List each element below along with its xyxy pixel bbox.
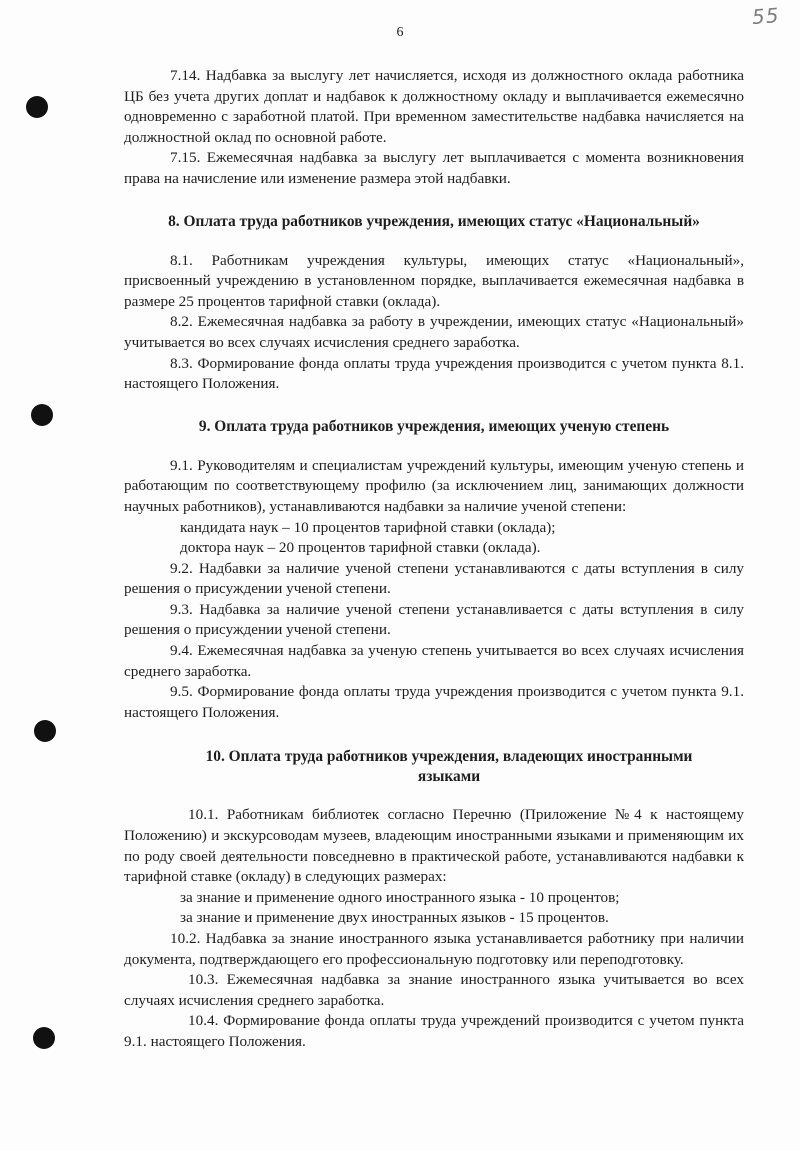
list-item: за знание и применение двух иностранных языков - 15 процентов. bbox=[180, 909, 609, 927]
list-item: кандидата наук – 10 процентов тарифной ставки (оклада); bbox=[180, 518, 556, 536]
paragraph-7-15: 7.15. Ежемесячная надбавка за выслугу лет выплачивается с момента возникновения права на начисление или изменение размера этой надбавки. bbox=[124, 149, 744, 187]
paragraph-9-5: 9.5. Формирование фонда оплаты труда учреждения производится с учетом пункта 9.1. настоящего Положения. bbox=[124, 683, 744, 721]
paragraph-9-2: 9.2. Надбавки за наличие ученой степени устанавливаются с даты вступления в силу решения о присуждении ученой степени. bbox=[124, 559, 744, 598]
paragraph-8-3: 8.3. Формирование фонда оплаты труда учреждения производится с учетом пункта 8.1. настоящего Положения. bbox=[124, 354, 744, 393]
paragraph-8-2: 8.2. Ежемесячная надбавка за работу в учреждении, имеющих статус «Национальный» учитывается во всех случаях исчисления среднего заработка. bbox=[124, 313, 744, 351]
list-item: за знание и применение одного иностранного языка - 10 процентов; bbox=[180, 888, 620, 906]
punch-hole bbox=[34, 720, 56, 742]
section-9-heading: 9. Оплата труда работников учреждения, имеющих ученую степень bbox=[198, 417, 670, 435]
section-10-heading bbox=[124, 747, 744, 787]
paragraph-9-1: 9.1. Руководителям и специалистам учреждений культуры, имеющим ученую степень и работающим по соответствующему профилю (за исключением лиц, занимающих должности научных работников), устанавливаются надбавки за наличие ученой степени: bbox=[124, 456, 744, 515]
section-10-heading-line1: 10. Оплата труда работников учреждения, владеющих иностранными bbox=[205, 748, 693, 766]
punch-hole bbox=[26, 96, 48, 118]
handwritten-page-number: 55 bbox=[751, 3, 781, 29]
document-body bbox=[124, 66, 744, 1053]
paragraph-9-4: 9.4. Ежемесячная надбавка за ученую степень учитывается во всех случаях исчисления среднего заработка. bbox=[124, 642, 744, 680]
paragraph-10-4: 10.4. Формирование фонда оплаты труда учреждений производится с учетом пункта 9.1. настоящего Положения. bbox=[124, 1012, 744, 1050]
paragraph-7-14: 7.14. Надбавка за выслугу лет начисляется, исходя из должностного оклада работника ЦБ без учета других доплат и надбавок к должностному окладу и выплачивается ежемесячно одновременно с заработной платой. При временном заместительстве надбавка начисляется на должностной оклад по основной работе. bbox=[124, 67, 744, 146]
page-number: 6 bbox=[396, 25, 404, 40]
section-8-heading: 8. Оплата труда работников учреждения, имеющих статус «Национальный» bbox=[168, 212, 700, 230]
paragraph-10-3: 10.3. Ежемесячная надбавка за знание иностранного языка учитывается во всех случаях исчисления среднего заработка. bbox=[124, 971, 744, 1009]
punch-hole bbox=[31, 404, 53, 426]
paragraph-8-1: 8.1. Работникам учреждения культуры, имеющих статус «Национальный», присвоенный учреждению в установленном порядке, выплачивается ежемесячная надбавка в размере 25 процентов тарифной ставки (оклада). bbox=[124, 251, 744, 310]
paragraph-9-3: 9.3. Надбавка за наличие ученой степени устанавливается с даты вступления в силу решения о присуждении ученой степени. bbox=[124, 600, 744, 639]
punch-hole bbox=[33, 1027, 55, 1049]
paragraph-10-2: 10.2. Надбавка за знание иностранного языка устанавливается работнику при наличии документа, подтверждающего его профессиональную подготовку или переподготовку. bbox=[124, 930, 744, 968]
paragraph-10-1: 10.1. Работникам библиотек согласно Перечню (Приложение №4 к настоящему Положению) и экскурсоводам музеев, владеющим иностранными языками и применяющим их по роду своей деятельности повседневно в практической работе, устанавливаются надбавки к тарифной ставке (окладу) в следующих размерах: bbox=[124, 806, 744, 886]
section-10-heading-line2: языками bbox=[417, 768, 481, 786]
list-item: доктора наук – 20 процентов тарифной ставки (оклада). bbox=[180, 539, 541, 557]
